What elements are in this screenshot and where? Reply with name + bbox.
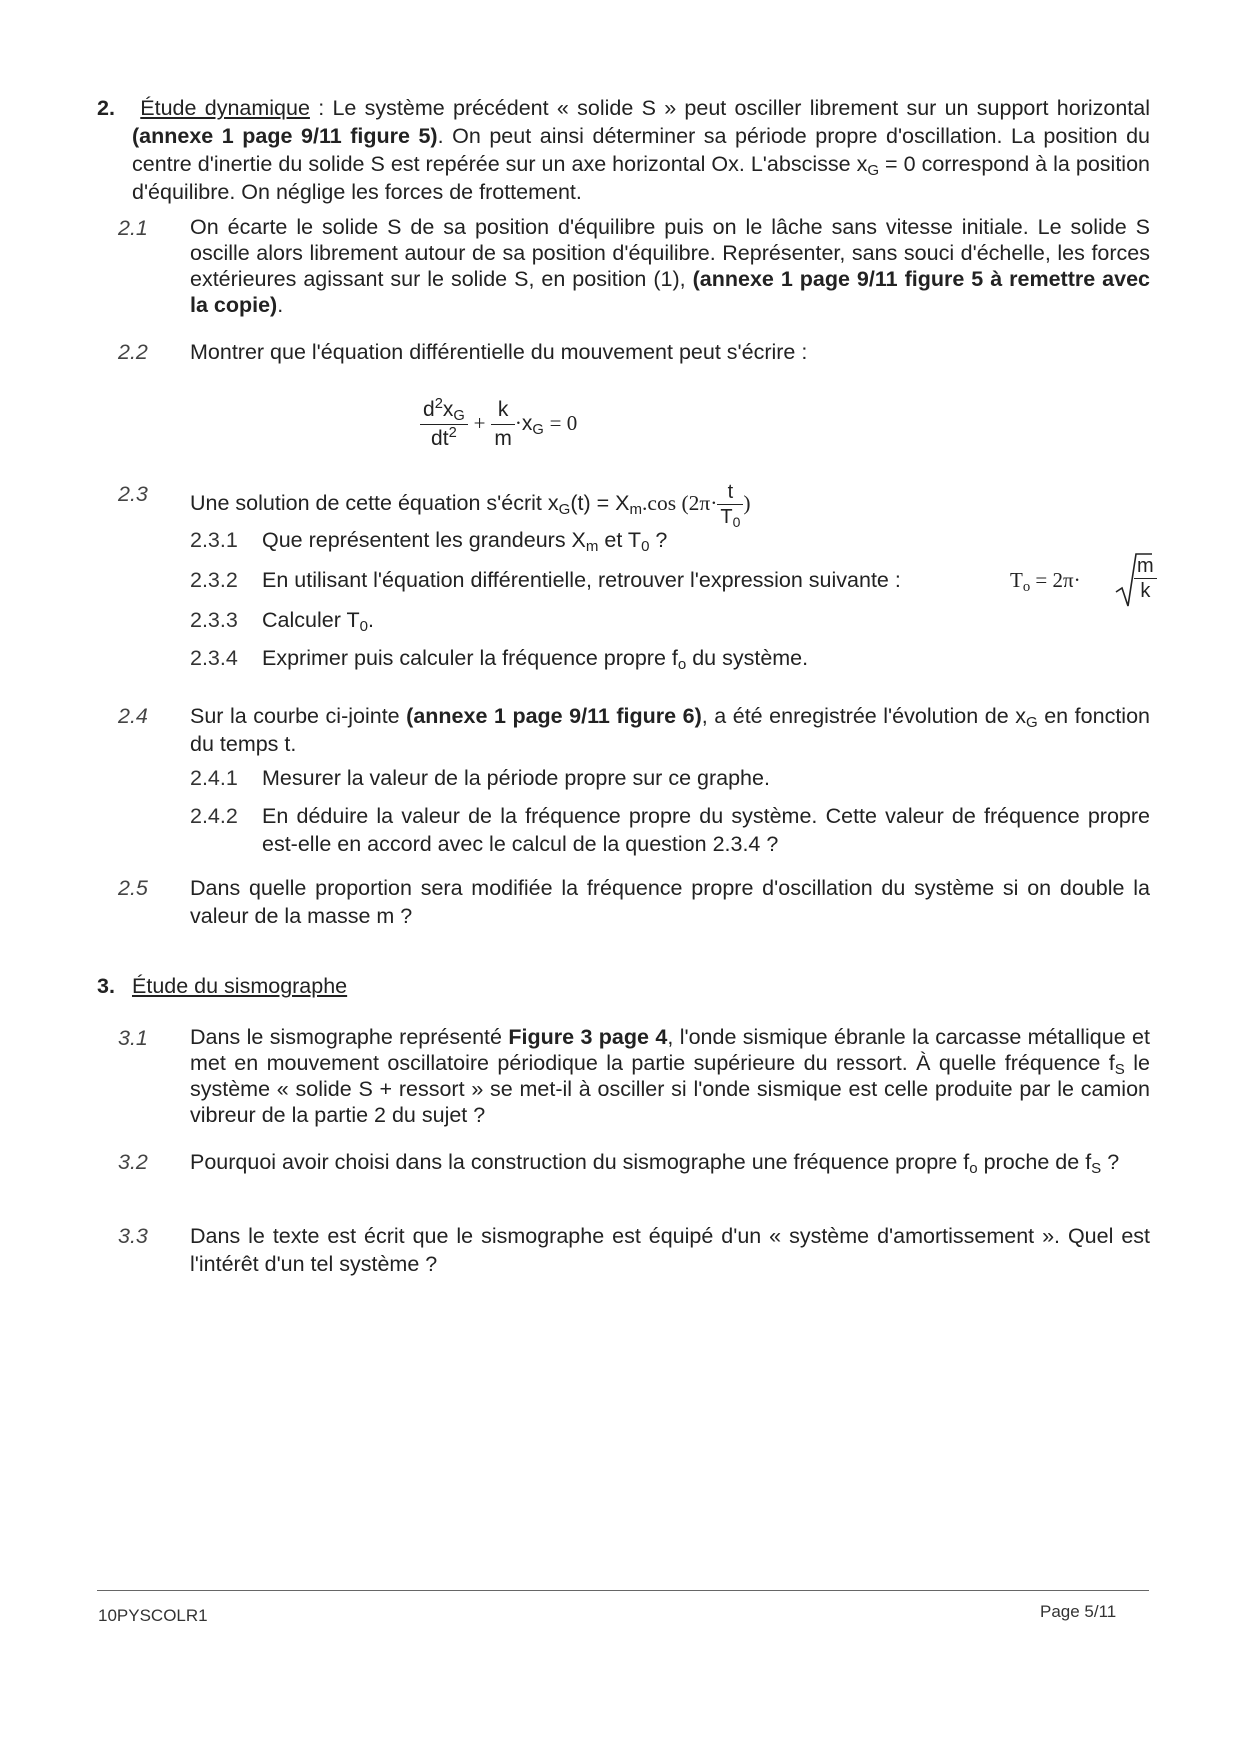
t-over-t0-fraction (717, 480, 743, 529)
subscript: m (585, 538, 599, 555)
subquestion-2-4-2-text: En déduire la valeur de la fréquence propre du système. Cette valeur de fréquence propre est-elle en accord avec le calcul de la question 2.3.4 ? (262, 804, 1150, 856)
question-text: proche de f (977, 1150, 1092, 1174)
question-number: 2.3 (118, 482, 148, 506)
question-text: et T (598, 528, 642, 552)
question-text: ? (649, 528, 668, 552)
question-2-3-text (190, 480, 751, 529)
question-text: du système. (686, 646, 809, 670)
question-text: .cos (2π· (642, 491, 718, 516)
question-number: 2.4 (118, 704, 148, 728)
subscript: G (867, 162, 880, 179)
figure-reference: Figure 3 page 4 (508, 1025, 668, 1049)
eq-plus: + (473, 411, 486, 436)
subquestion-2-4-1-text: Mesurer la valeur de la période propre sur ce graphe. (262, 766, 770, 790)
annex-reference: (annexe 1 page 9/11 figure 5 à remettre avec la copie) (190, 267, 1150, 317)
subquestion-number: 2.3.3 (190, 608, 238, 632)
question-3-3-text: Dans le texte est écrit que le sismographe est équipé d'un « système d'amortissement ». Quel est l'intérêt d'un tel système ? (190, 1224, 1150, 1276)
eq-exponent: 2 (448, 425, 457, 441)
eq-equals-zero: = 0 (549, 411, 578, 436)
question-text: Exprimer puis calculer la fréquence propre f (262, 646, 678, 670)
question-3-1-text (190, 1024, 1150, 1128)
question-number: 2.1 (118, 216, 148, 240)
question-text: On écarte le solide S de sa position d'équilibre puis on le lâche sans vitesse initiale. Le solide S oscille alors librement autour de sa position d'équilibre. Représenter, sans souci d'échelle, les forces extérieures agissant sur le solide S, en position (1), (190, 215, 1150, 291)
subquestion-2-3-4-text (262, 644, 1150, 672)
subquestion-number: 2.4.2 (190, 804, 238, 828)
subscript: 0 (641, 538, 650, 555)
question-2-4-text (190, 702, 1150, 758)
subquestion-2-3-3-text (262, 606, 1150, 634)
question-number: 3.2 (118, 1150, 148, 1174)
m-over-k-fraction (1134, 554, 1157, 603)
section-2-text: . On peut ainsi déterminer sa période propre d'oscillation. La position du centre d'inertie du solide S est repérée sur un axe horizontal Ox. L'abscisse x (132, 124, 1150, 176)
eq-symbol: T (1010, 568, 1023, 592)
question-2-5-text: Dans quelle proportion sera modifiée la fréquence propre d'oscillation du système si on double la valeur de la masse m ? (190, 876, 1150, 928)
second-derivative-fraction (420, 396, 468, 453)
subquestion-number: 2.3.2 (190, 568, 238, 592)
section-2-number: 2. (97, 96, 115, 120)
period-expression (1010, 548, 1081, 594)
subquestion-2-3-2-text: En utilisant l'équation différentielle, retrouver l'expression suivante : (262, 568, 901, 592)
subscript: G (558, 501, 571, 519)
eq-numerator: k (491, 396, 515, 425)
eq-denominator: T (720, 506, 733, 528)
question-number: 3.1 (118, 1026, 148, 1050)
eq-symbol: d (423, 398, 435, 421)
subquestion-number: 2.3.1 (190, 528, 238, 552)
question-text: en fonction du temps t. (190, 704, 1150, 756)
eq-denominator: k (1140, 580, 1151, 602)
question-text: Que représentent les grandeurs X (262, 528, 586, 552)
footer-divider (97, 1590, 1149, 1591)
section-2-text: = 0 correspond à la position d'équilibre. On néglige les forces de frottement. (132, 152, 1150, 204)
subscript: S (1091, 1160, 1102, 1177)
question-text: Dans le sismographe représenté (190, 1025, 509, 1049)
footer-code: 10PYSCOLR1 (98, 1606, 208, 1625)
annex-reference: (annexe 1 page 9/11 figure 6) (406, 704, 702, 728)
subscript: 0 (359, 618, 368, 635)
question-number: 2.5 (118, 876, 148, 900)
question-number: 3.3 (118, 1224, 148, 1248)
question-number: 2.2 (118, 340, 148, 364)
footer-page-number: Page 5/11 (1040, 1602, 1117, 1621)
subscript: S (1114, 1061, 1125, 1078)
eq-numerator: m (1134, 554, 1157, 579)
annex-reference: (annexe 1 page 9/11 figure 5) (132, 124, 438, 148)
question-text: , l'onde sismique ébranle la carcasse métallique et met en mouvement oscillatoire périodique la partie supérieure du ressort. À quelle fréquence f (190, 1025, 1150, 1075)
eq-symbol: x (521, 412, 533, 436)
section-3-heading (97, 972, 347, 1000)
k-over-m-fraction (491, 396, 515, 453)
eq-symbol: x (442, 398, 454, 421)
section-3-title: Étude du sismographe (132, 974, 348, 998)
differential-equation (420, 396, 577, 453)
eq-dot: · (514, 411, 522, 436)
question-3-2-text (190, 1148, 1150, 1176)
subscript: o (677, 656, 687, 673)
question-text: ) (743, 491, 751, 516)
eq-subscript: G (532, 422, 544, 439)
question-text: . (367, 608, 374, 632)
question-text: Pourquoi avoir choisi dans la construction du sismographe une fréquence propre f (190, 1150, 970, 1174)
subscript: o (969, 1160, 978, 1177)
section-2-text: : Le système précédent « solide S » peut osciller librement sur un support horizontal (309, 96, 1150, 120)
question-2-2-text: Montrer que l'équation différentielle du mouvement peut s'écrire : (190, 340, 808, 364)
question-text: (t) = X (570, 491, 630, 516)
question-text: Une solution de cette équation s'écrit x (190, 491, 559, 516)
eq-symbol: = 2π· (1035, 568, 1081, 592)
eq-symbol: dt (431, 427, 449, 450)
subscript: G (1025, 714, 1038, 731)
question-text: Calculer T (262, 608, 360, 632)
subscript: m (629, 501, 643, 519)
question-2-1-text (190, 214, 1150, 318)
subquestion-number: 2.3.4 (190, 646, 238, 670)
eq-subscript: G (453, 408, 465, 424)
question-text: . (277, 293, 284, 317)
eq-numerator: t (717, 480, 743, 505)
section-3-number: 3. (97, 974, 115, 998)
eq-subscript: 0 (732, 514, 741, 530)
eq-denominator: m (494, 427, 512, 450)
section-2-intro (97, 94, 1150, 206)
section-2-title: Étude dynamique (140, 96, 310, 120)
question-text: le système « solide S + ressort » se met-il à osciller si l'onde sismique est celle produite par le camion vibreur de la partie 2 du sujet ? (190, 1051, 1150, 1127)
question-text: Sur la courbe ci-jointe (190, 704, 407, 728)
subquestion-number: 2.4.1 (190, 766, 238, 790)
question-text: ? (1101, 1150, 1120, 1174)
eq-subscript: o (1022, 579, 1031, 595)
question-text: , a été enregistrée l'évolution de x (701, 704, 1026, 728)
eq-exponent: 2 (434, 396, 443, 412)
